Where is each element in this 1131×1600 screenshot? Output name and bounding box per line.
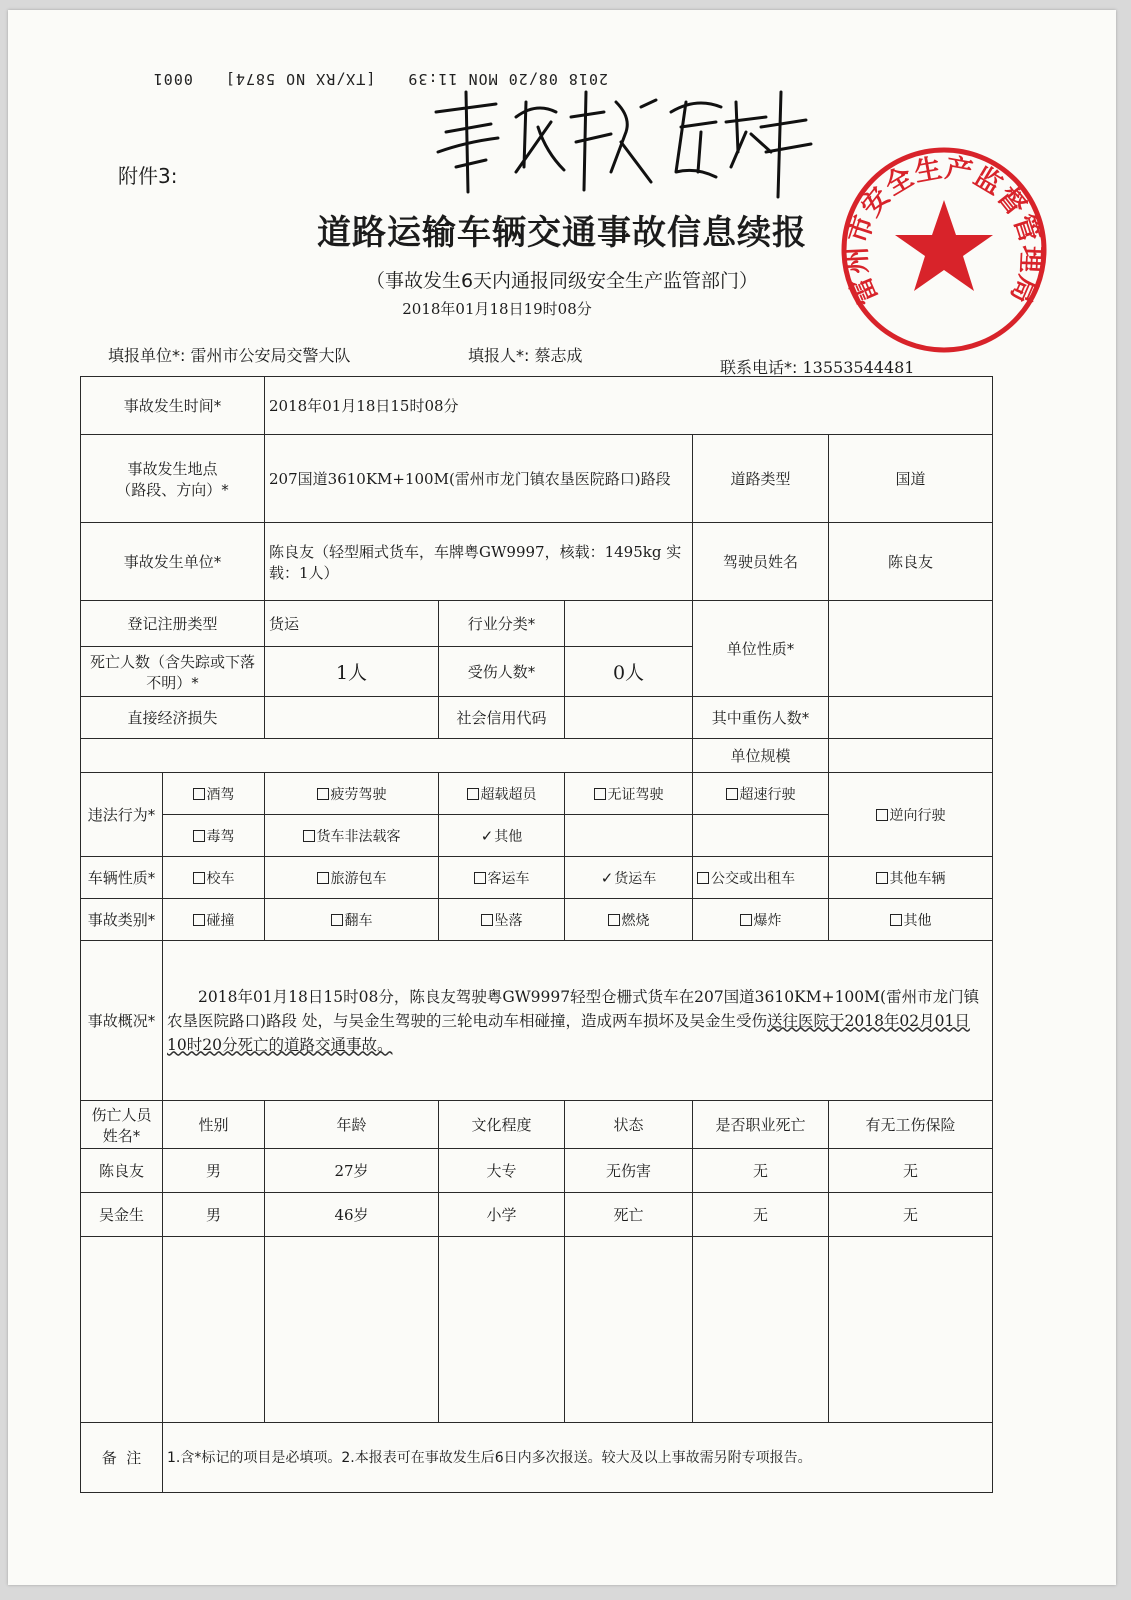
casualty-header-status: 状态: [565, 1101, 693, 1149]
checkbox-icon: [594, 788, 606, 800]
casualty-occupational-death: 无: [693, 1193, 829, 1237]
checkbox-icon: [193, 872, 205, 884]
notes-text: 1.含*标记的项目是必填项。2.本报表可在事故发生后6日内多次报送。较大及以上事故需另附专项报告。: [163, 1423, 993, 1493]
location-label-line2: （路段、方向）*: [116, 480, 229, 499]
blank-cell: [265, 1237, 439, 1423]
violation-option[interactable]: 酒驾: [163, 773, 265, 815]
summary-label: 事故概况*: [81, 941, 163, 1101]
svg-text:雷州市安全生产监督管理局: 雷州市安全生产监督管理局: [841, 152, 1047, 309]
casualty-gender: 男: [163, 1193, 265, 1237]
contact-phone-value: 13553544481: [802, 358, 915, 377]
checkmark-icon: ✓: [480, 826, 494, 845]
summary-text-line1: 2018年01月18日15时08分，陈良友驾驶粤GW9997轻型仓栅式货车在207国道3610KM+100M(雷州市龙门镇农垦医院路口)路段 处，与吴金生驾驶的三轮电动车相碰撞，造成两车损坏及吴金生受伤: [167, 987, 980, 1030]
road-type-value: 国道: [829, 435, 993, 523]
checkbox-icon: [876, 872, 888, 884]
unit-nature-value: [829, 601, 993, 697]
fax-page: [8, 10, 1116, 1585]
casualty-header-name: 伤亡人员姓名*: [81, 1101, 163, 1149]
contact-phone-label: 联系电话*:: [720, 358, 798, 377]
vehicle-nature-option[interactable]: 客运车: [439, 857, 565, 899]
contact-phone: [720, 355, 914, 378]
official-seal-stamp: [834, 140, 1054, 360]
accident-category-option[interactable]: 碰撞: [163, 899, 265, 941]
checkbox-icon: [317, 788, 329, 800]
checkbox-icon: [474, 872, 486, 884]
unit-nature-label: 单位性质*: [693, 601, 829, 697]
blank-cell: [565, 1237, 693, 1423]
driver-name-value: 陈良友: [829, 523, 993, 601]
casualty-status: 无伤害: [565, 1149, 693, 1193]
injured-value: 0人: [565, 647, 693, 697]
blank-cell: [163, 1237, 265, 1423]
fax-page-number: 0001: [152, 70, 193, 88]
credit-code-value: [565, 697, 693, 739]
injured-label: 受伤人数*: [439, 647, 565, 697]
checkbox-icon: [193, 914, 205, 926]
form-row-scale: [81, 739, 993, 773]
location-value: 207国道3610KM+100M(雷州市龙门镇农垦医院路口)路段: [265, 435, 693, 523]
unit-scale-label: 单位规模: [693, 739, 829, 773]
casualty-header-insurance: 有无工伤保险: [829, 1101, 993, 1149]
accident-category-option[interactable]: 翻车: [265, 899, 439, 941]
industry-label: 行业分类*: [439, 601, 565, 647]
casualty-gender: 男: [163, 1149, 265, 1193]
notes-row: [81, 1423, 993, 1493]
accident-category-row: [81, 899, 993, 941]
casualty-status: 死亡: [565, 1193, 693, 1237]
economic-loss-label: 直接经济损失: [81, 697, 265, 739]
location-label-line1: 事故发生地点: [127, 459, 218, 478]
blank-cell: [693, 815, 829, 857]
accident-category-option[interactable]: 坠落: [439, 899, 565, 941]
notes-label: 备 注: [81, 1423, 163, 1493]
accident-category-option[interactable]: 其他: [829, 899, 993, 941]
vehicle-nature-option[interactable]: 其他车辆: [829, 857, 993, 899]
blank-cell: [439, 1237, 565, 1423]
blank-cell: [693, 1237, 829, 1423]
accident-unit-label: 事故发生单位*: [81, 523, 265, 601]
checkbox-icon: [740, 914, 752, 926]
casualty-header-occupational-death: 是否职业死亡: [693, 1101, 829, 1149]
violation-option[interactable]: 货车非法载客: [265, 815, 439, 857]
blank-cell: [81, 1237, 163, 1423]
form-row-loss: [81, 697, 993, 739]
blank-cell: [81, 739, 693, 773]
violation-option[interactable]: 超载超员: [439, 773, 565, 815]
violation-option[interactable]: 毒驾: [163, 815, 265, 857]
filing-unit: [108, 343, 351, 366]
driver-name-label: 驾驶员姓名: [693, 523, 829, 601]
vehicle-nature-row: [81, 857, 993, 899]
blank-cell: [565, 815, 693, 857]
violation-option[interactable]: 疲劳驾驶: [265, 773, 439, 815]
serious-injury-label: 其中重伤人数*: [693, 697, 829, 739]
form-row-unit: [81, 523, 993, 601]
casualty-name: 吴金生: [81, 1193, 163, 1237]
reporter: [468, 343, 583, 366]
casualty-header-row: [81, 1101, 993, 1149]
blank-cell: [829, 1237, 993, 1423]
casualty-education: 大专: [439, 1149, 565, 1193]
time-label: 事故发生时间*: [81, 377, 265, 435]
casualty-insurance: 无: [829, 1149, 993, 1193]
fax-datetime: 2018 08/20 MON 11:39: [407, 70, 608, 88]
checkbox-icon: [467, 788, 479, 800]
checkbox-icon: [303, 830, 315, 842]
summary-text: [163, 941, 993, 1101]
credit-code-label: 社会信用代码: [439, 697, 565, 739]
casualty-header-age: 年龄: [265, 1101, 439, 1149]
road-type-label: 道路类型: [693, 435, 829, 523]
violation-option[interactable]: 逆向行驶: [829, 773, 993, 857]
handwritten-annotation: [426, 72, 826, 202]
violations-label: 违法行为*: [81, 773, 163, 857]
casualty-header-education: 文化程度: [439, 1101, 565, 1149]
annex-label: 附件3:: [118, 164, 178, 188]
reporter-value: 蔡志成: [534, 346, 583, 365]
casualty-age: 27岁: [265, 1149, 439, 1193]
checkmark-icon: ✓: [600, 868, 614, 887]
casualty-education: 小学: [439, 1193, 565, 1237]
filing-unit-label: 填报单位*:: [108, 346, 186, 365]
filing-unit-value: 雷州市公安局交警大队: [190, 346, 351, 365]
vehicle-nature-option[interactable]: 公交或出租车: [693, 857, 829, 899]
checkbox-icon: [890, 914, 902, 926]
vehicle-nature-option[interactable]: ✓货运车: [565, 857, 693, 899]
reporter-label: 填报人*:: [468, 346, 530, 365]
violation-option[interactable]: ✓其他: [439, 815, 565, 857]
checkbox-icon: [193, 788, 205, 800]
checkbox-icon: [317, 872, 329, 884]
accident-unit-value: 陈良友（轻型厢式货车，车牌粤GW9997，核载：1495kg 实载：1人）: [265, 523, 693, 601]
vehicle-nature-option[interactable]: 旅游包车: [265, 857, 439, 899]
casualty-age: 46岁: [265, 1193, 439, 1237]
time-value: 2018年01月18日15时08分: [265, 377, 993, 435]
vehicle-nature-label: 车辆性质*: [81, 857, 163, 899]
deaths-label: 死亡人数（含失踪或下落不明）*: [81, 647, 265, 697]
casualty-insurance: 无: [829, 1193, 993, 1237]
casualty-row: [81, 1193, 993, 1237]
checkbox-icon: [876, 809, 888, 821]
vehicle-nature-option[interactable]: 校车: [163, 857, 265, 899]
casualty-row: [81, 1149, 993, 1193]
deaths-value: 1人: [265, 647, 439, 697]
checkbox-icon: [193, 830, 205, 842]
casualty-occupational-death: 无: [693, 1149, 829, 1193]
violations-row-1: [81, 773, 993, 815]
accident-category-label: 事故类别*: [81, 899, 163, 941]
form-row-registration: [81, 601, 993, 647]
fax-line: [TX/RX NO 5874]: [224, 70, 376, 88]
serious-injury-value: [829, 697, 993, 739]
industry-value: [565, 601, 693, 647]
casualty-blank-row: [81, 1237, 993, 1423]
economic-loss-value: [265, 697, 439, 739]
checkbox-icon: [481, 914, 493, 926]
violation-option[interactable]: 超速行驶: [693, 773, 829, 815]
violation-option[interactable]: 无证驾驶: [565, 773, 693, 815]
checkbox-icon: [331, 914, 343, 926]
checkbox-icon: [726, 788, 738, 800]
report-time: 2018年01月18日19时08分: [402, 300, 592, 318]
form-row-time: [81, 377, 993, 435]
location-label: [81, 435, 265, 523]
unit-scale-value: [829, 739, 993, 773]
casualty-header-gender: 性别: [163, 1101, 265, 1149]
accident-report-form: [80, 376, 993, 1493]
casualty-name: 陈良友: [81, 1149, 163, 1193]
form-row-location: [81, 435, 993, 523]
summary-text-line2: 送往医院于2018年02月01日10时20分死亡的道路交通事故。: [167, 1011, 970, 1054]
registration-type-label: 登记注册类型: [81, 601, 265, 647]
checkbox-icon: [608, 914, 620, 926]
checkbox-icon: [697, 872, 709, 884]
accident-category-option[interactable]: 燃烧: [565, 899, 693, 941]
page-title: 道路运输车辆交通事故信息续报: [317, 213, 807, 253]
registration-type-value: 货运: [265, 601, 439, 647]
summary-row: [81, 941, 993, 1101]
page-subtitle: （事故发生6天内通报同级安全生产监管部门）: [365, 270, 759, 292]
accident-category-option[interactable]: 爆炸: [693, 899, 829, 941]
